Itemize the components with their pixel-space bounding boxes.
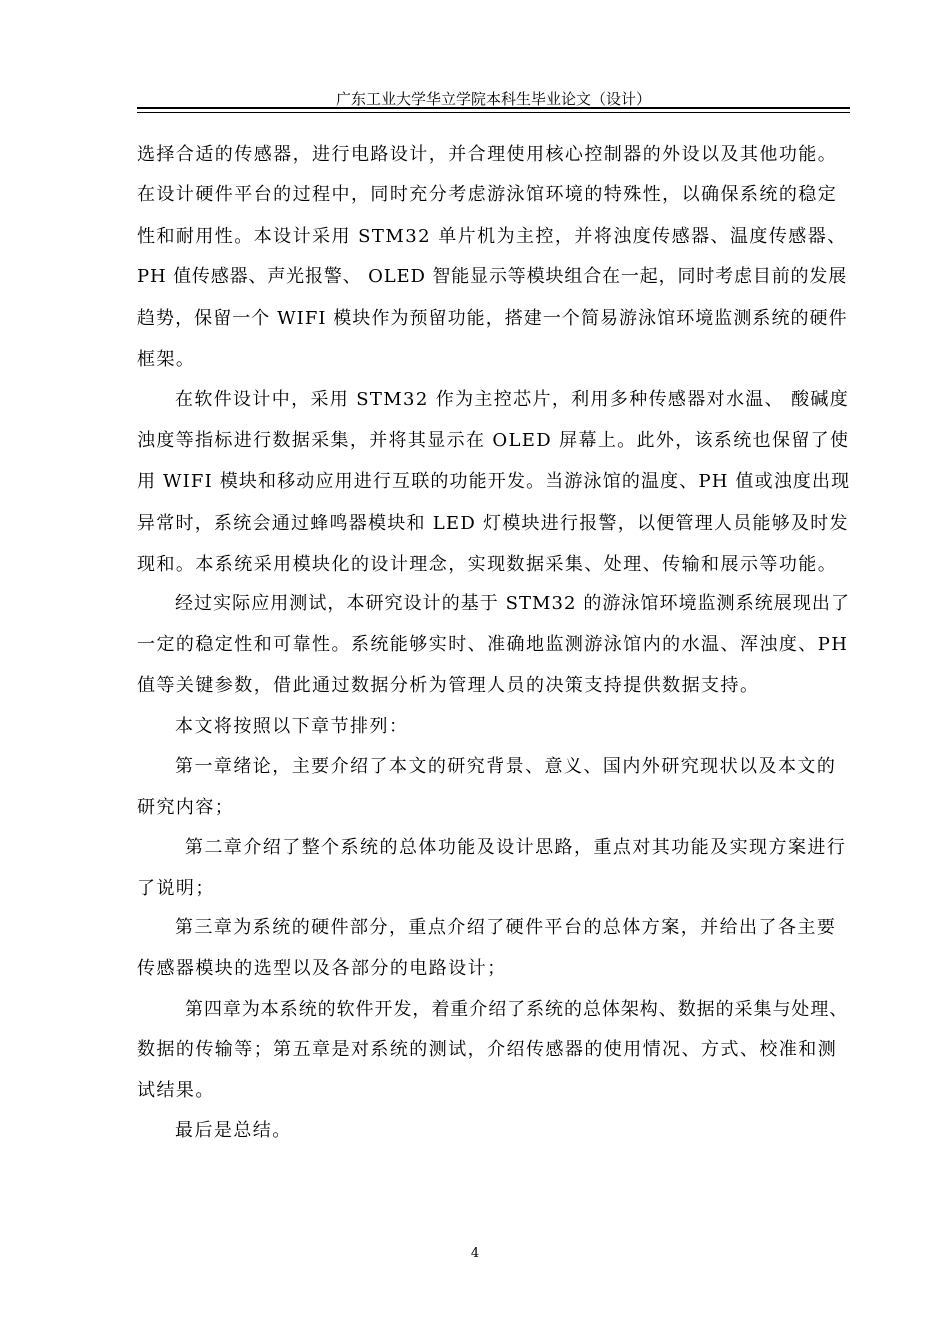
text-line: 浊度等指标进行数据采集，并将其显示在 OLED 屏幕上。此外，该系统也保留了使 xyxy=(137,430,850,451)
header-rule-thin xyxy=(137,112,850,113)
text-line: 第一章绪论，主要介绍了本文的研究背景、意义、国内外研究现状以及本文的 xyxy=(175,756,837,777)
text-line: 用 WIFI 模块和移动应用进行互联的功能开发。当游泳馆的温度、PH 值或浊度出现 xyxy=(137,471,851,492)
text-line: 第三章为系统的硬件部分，重点介绍了硬件平台的总体方案，并给出了各主要 xyxy=(175,917,837,938)
text-line: 趋势，保留一个 WIFI 模块作为预留功能，搭建一个简易游泳馆环境监测系统的硬件 xyxy=(137,308,848,329)
text-line: 框架。 xyxy=(137,349,196,370)
text-line: 研究内容； xyxy=(137,797,235,818)
header-rule-thick xyxy=(137,107,850,109)
text-line: 第二章介绍了整个系统的总体功能及设计思路，重点对其功能及实现方案进行 xyxy=(185,837,847,858)
text-line: 了说明； xyxy=(137,878,215,899)
running-header: 广东工业大学华立学院本科生毕业论文（设计） xyxy=(335,90,651,108)
text-line: 本文将按照以下章节排列： xyxy=(175,716,409,737)
text-line: 传感器模块的选型以及各部分的电路设计； xyxy=(137,958,507,979)
text-line: 值等关键参数，借此通过数据分析为管理人员的决策支持提供数据支持。 xyxy=(137,675,760,696)
text-line: 一定的稳定性和可靠性。系统能够实时、准确地监测游泳馆内的水温、浑浊度、PH xyxy=(137,634,849,655)
text-line: 性和耐用性。本设计采用 STM32 单片机为主控，并将浊度传感器、温度传感器、 xyxy=(137,226,847,247)
text-line: 在软件设计中，采用 STM32 作为主控芯片，利用多种传感器对水温、 酸碱度 xyxy=(175,389,850,410)
text-line: 最后是总结。 xyxy=(175,1120,292,1141)
text-line: 数据的传输等；第五章是对系统的测试，介绍传感器的使用情况、方式、校准和测 xyxy=(137,1039,838,1060)
text-line: PH 值传感器、声光报警、 OLED 智能显示等模块组合在一起，同时考虑目前的发展 xyxy=(137,266,848,287)
text-line: 试结果。 xyxy=(137,1080,215,1101)
text-line: 经过实际应用测试，本研究设计的基于 STM32 的游泳馆环境监测系统展现出了 xyxy=(175,593,851,614)
text-line: 现和。本系统采用模块化的设计理念，实现数据采集、处理、传输和展示等功能。 xyxy=(137,554,838,575)
page-number: 4 xyxy=(470,1246,480,1261)
text-line: 第四章为本系统的软件开发，着重介绍了系统的总体架构、数据的采集与处理、 xyxy=(185,999,849,1020)
text-line: 异常时，系统会通过蜂鸣器模块和 LED 灯模块进行报警，以便管理人员能够及时发 xyxy=(137,513,849,534)
text-line: 在设计硬件平台的过程中，同时充分考虑游泳馆环境的特殊性，以确保系统的稳定 xyxy=(137,184,838,205)
text-line: 选择合适的传感器，进行电路设计，并合理使用核心控制器的外设以及其他功能。 xyxy=(137,144,838,165)
